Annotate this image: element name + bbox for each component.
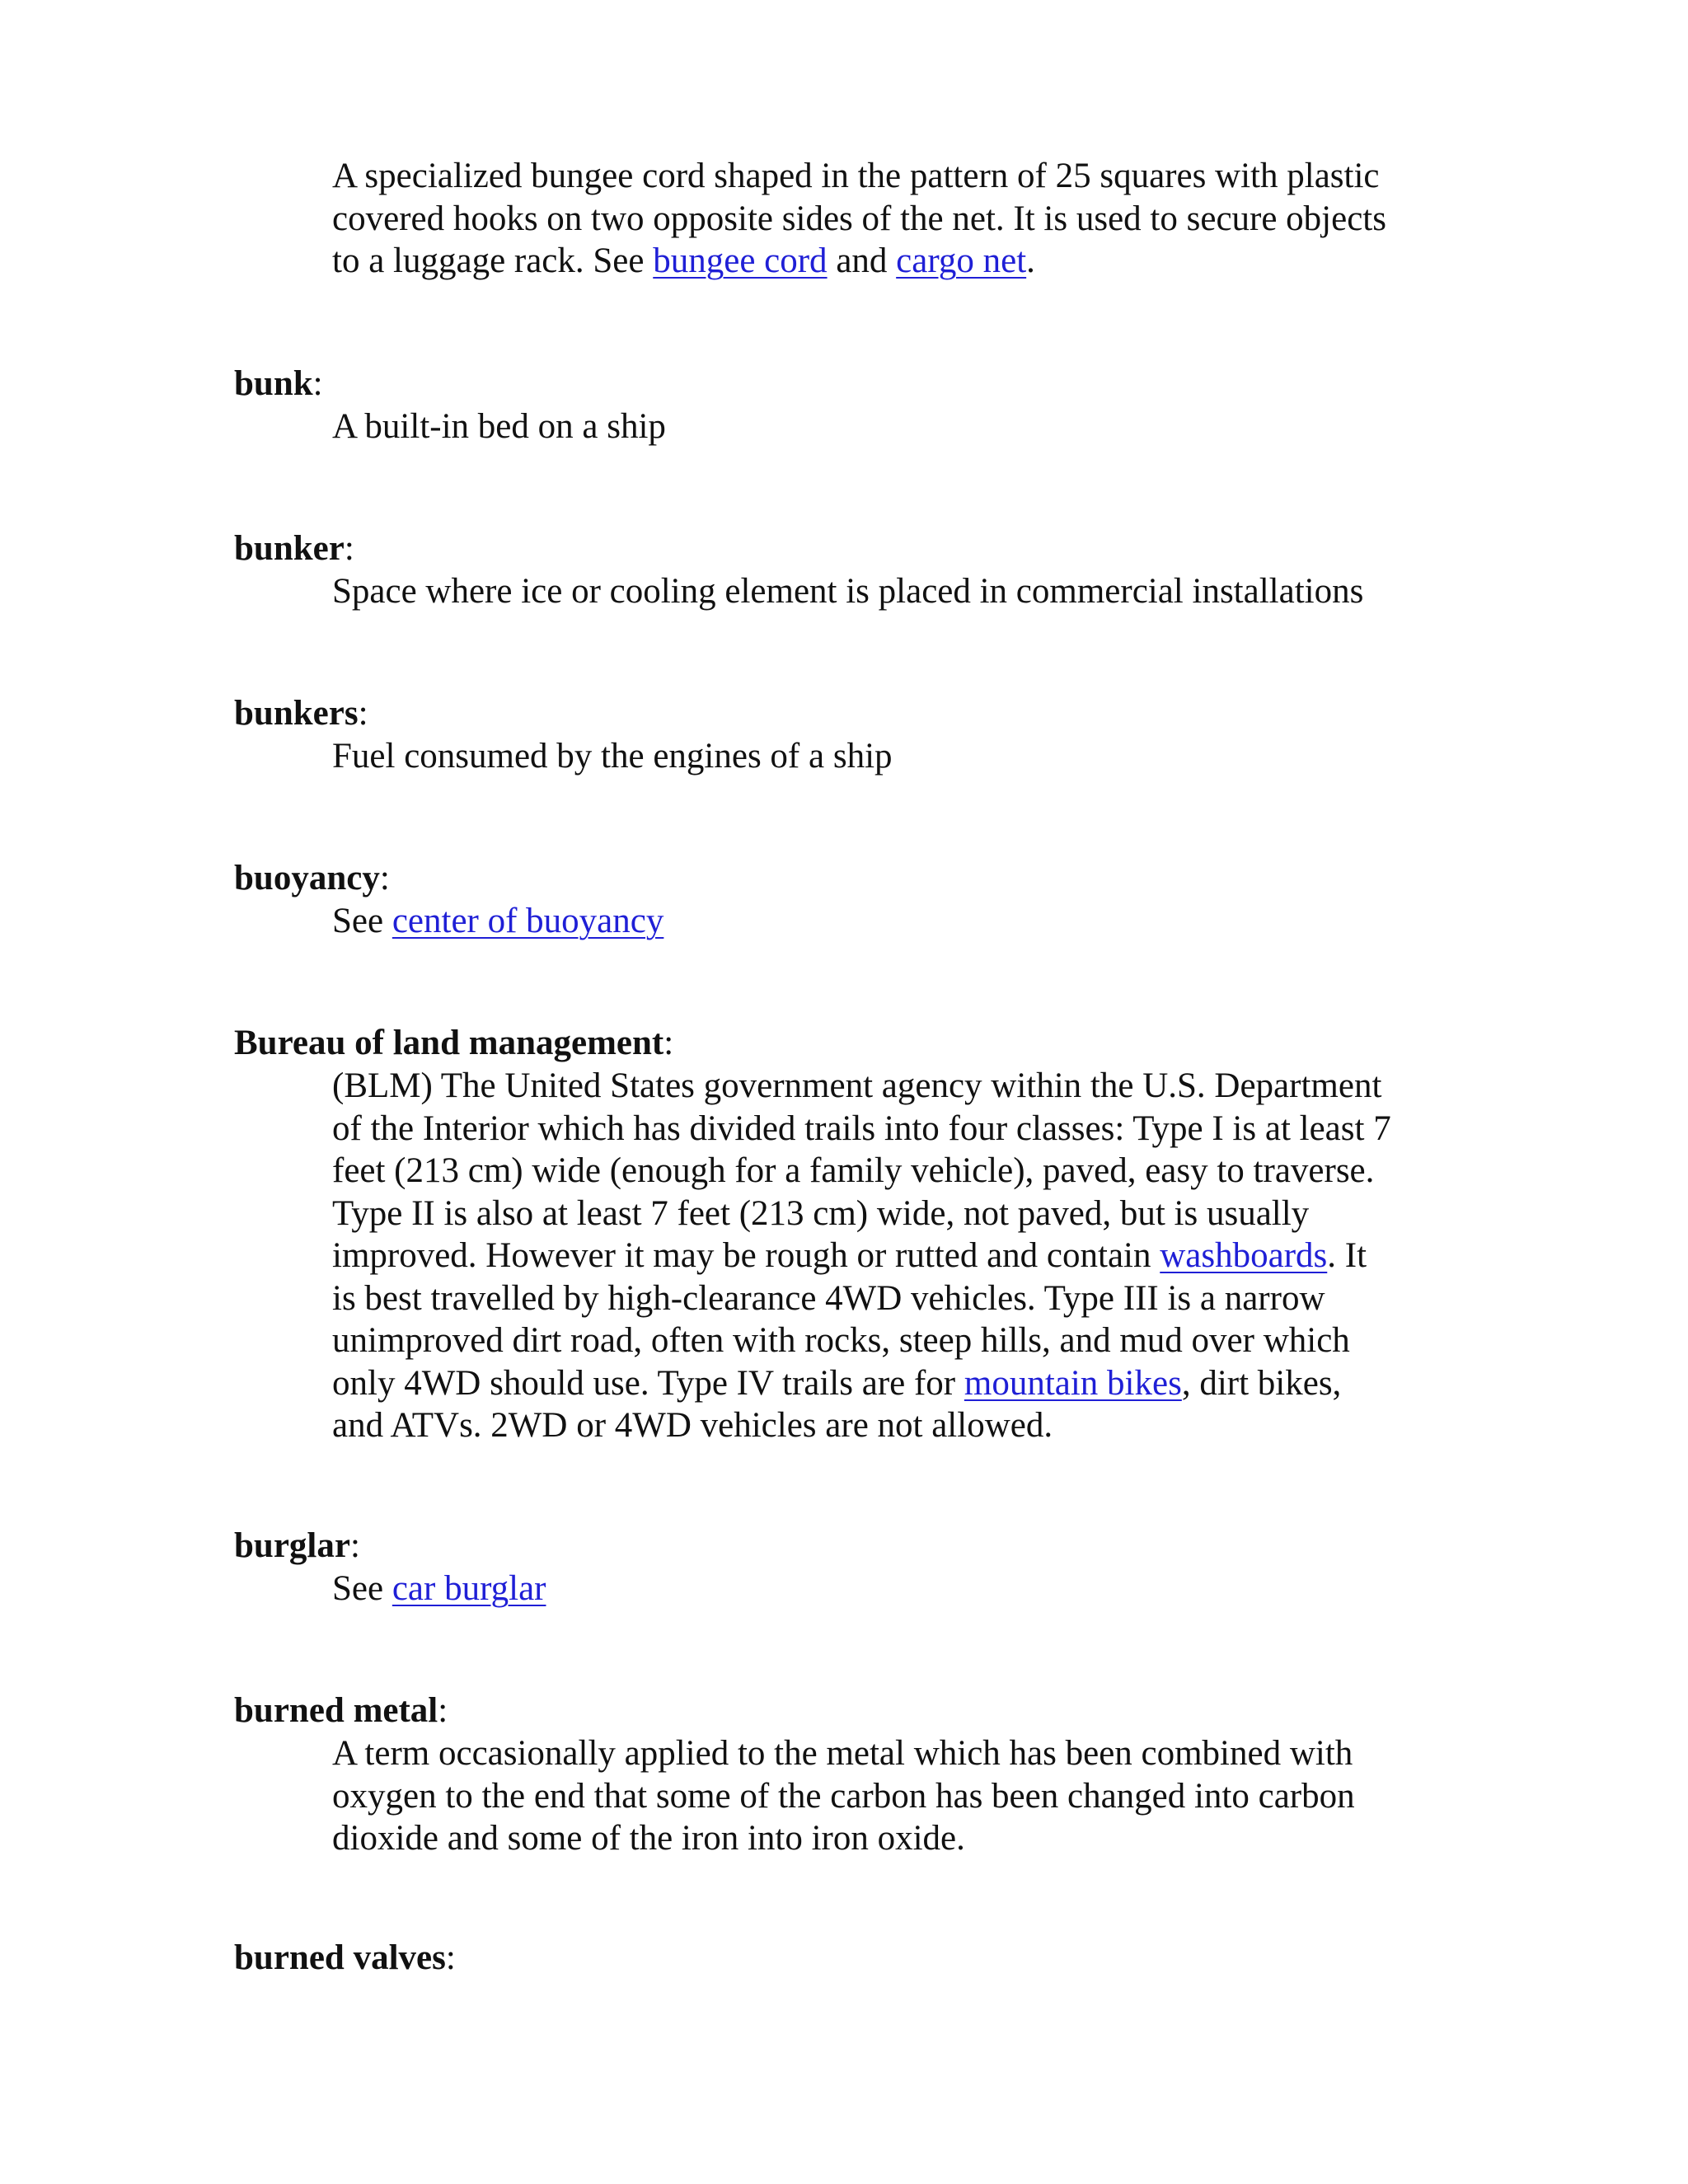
term-line	[234, 1937, 456, 1979]
definition-line	[332, 1235, 1453, 1277]
term-colon: :	[445, 1938, 456, 1977]
definition	[332, 1732, 1453, 1860]
definition-text: (BLM) The United States government agency within the U.S. Department	[332, 1066, 1382, 1105]
definition-text: of the Interior which has divided trails into four classes: Type I is at least 7	[332, 1108, 1391, 1148]
definition-text: unimproved dirt road, often with rocks, steep hills, and mud over which	[332, 1321, 1350, 1360]
definition-text: Fuel consumed by the engines of a ship	[332, 737, 893, 776]
term-colon: :	[438, 1691, 448, 1730]
definition-text: See	[332, 902, 392, 940]
definition-line	[332, 1817, 1453, 1860]
term-heading: bunk	[234, 364, 313, 403]
cross-reference-link[interactable]: bungee cord	[653, 241, 828, 280]
definition-text: Space where ice or cooling element is placed in commercial installations	[332, 572, 1364, 611]
term-line	[234, 1525, 360, 1567]
definition-text: feet (213 cm) wide (enough for a family vehicle), paved, easy to traverse.	[332, 1151, 1375, 1190]
definition-line	[332, 1404, 1453, 1447]
term-line	[234, 527, 354, 569]
definition-line	[332, 1277, 1453, 1320]
definition	[332, 900, 1453, 943]
cross-reference-link[interactable]: center of buoyancy	[392, 902, 664, 940]
term-heading: burned metal	[234, 1691, 438, 1730]
term-heading: bunkers	[234, 694, 359, 733]
definition-line	[332, 198, 1453, 241]
term-colon: :	[344, 529, 354, 568]
definition-text: , dirt bikes,	[1181, 1363, 1342, 1403]
definition	[332, 735, 1453, 778]
term-line	[234, 363, 323, 405]
term-heading: burglar	[234, 1526, 350, 1565]
definition-text: and	[827, 241, 897, 280]
definition-text: A built-in bed on a ship	[332, 407, 666, 446]
term-colon: :	[349, 1526, 360, 1565]
term-heading: burned valves	[234, 1938, 446, 1977]
definition-text: . It	[1327, 1236, 1367, 1275]
cross-reference-link[interactable]: washboards	[1160, 1236, 1328, 1275]
term-colon: :	[379, 859, 390, 898]
definition-text: See	[332, 1569, 392, 1608]
term-heading: Bureau of land management	[234, 1024, 664, 1062]
definition-text: covered hooks on two opposite sides of the net. It is used to secure objects	[332, 199, 1386, 238]
definition-text: A term occasionally applied to the metal which has been combined with	[332, 1734, 1353, 1773]
definition-line	[332, 570, 1453, 613]
term-line	[234, 1022, 673, 1064]
definition-line	[332, 735, 1453, 778]
definition	[332, 1568, 1453, 1610]
definition-text: improved. However it may be rough or rutted and contain	[332, 1236, 1160, 1275]
term-heading: buoyancy	[234, 859, 380, 898]
definition-line	[332, 1319, 1453, 1362]
definition-line	[332, 1568, 1453, 1610]
term-colon: :	[663, 1024, 674, 1062]
cross-reference-link[interactable]: cargo net	[896, 241, 1027, 280]
term-colon: :	[312, 364, 323, 403]
definition-line	[332, 240, 1453, 283]
term-colon: :	[358, 694, 368, 733]
definition-line	[332, 155, 1453, 198]
cross-reference-link[interactable]: car burglar	[392, 1569, 546, 1608]
definition-text: and ATVs. 2WD or 4WD vehicles are not allowed.	[332, 1406, 1053, 1445]
definition-line	[332, 1362, 1453, 1405]
definition-line	[332, 1775, 1453, 1818]
definition-line	[332, 1732, 1453, 1775]
definition-text: to a luggage rack. See	[332, 241, 654, 280]
definition-line	[332, 1065, 1453, 1108]
definition-line	[332, 405, 1453, 448]
definition-line	[332, 1108, 1453, 1151]
definition-text: oxygen to the end that some of the carbon has been changed into carbon	[332, 1776, 1355, 1816]
definition-text: only 4WD should use. Type IV trails are for	[332, 1363, 964, 1403]
term-heading: bunker	[234, 529, 345, 568]
term-line	[234, 857, 390, 899]
definition-text: A specialized bungee cord shaped in the pattern of 25 squares with plastic	[332, 157, 1380, 195]
definition-line	[332, 1150, 1453, 1193]
definition-line	[332, 900, 1453, 943]
definition	[332, 570, 1453, 613]
definition	[332, 1065, 1453, 1447]
cross-reference-link[interactable]: mountain bikes	[964, 1363, 1182, 1403]
term-line	[234, 1690, 448, 1732]
term-line	[234, 692, 368, 734]
definition-text: .	[1026, 241, 1035, 280]
definition-text: Type II is also at least 7 feet (213 cm) wide, not paved, but is usually	[332, 1193, 1310, 1233]
definition-line	[332, 1193, 1453, 1235]
definition	[332, 405, 1453, 448]
definition-text: is best travelled by high-clearance 4WD vehicles. Type III is a narrow	[332, 1278, 1325, 1318]
definition	[332, 155, 1453, 283]
definition-text: dioxide and some of the iron into iron oxide.	[332, 1819, 965, 1858]
